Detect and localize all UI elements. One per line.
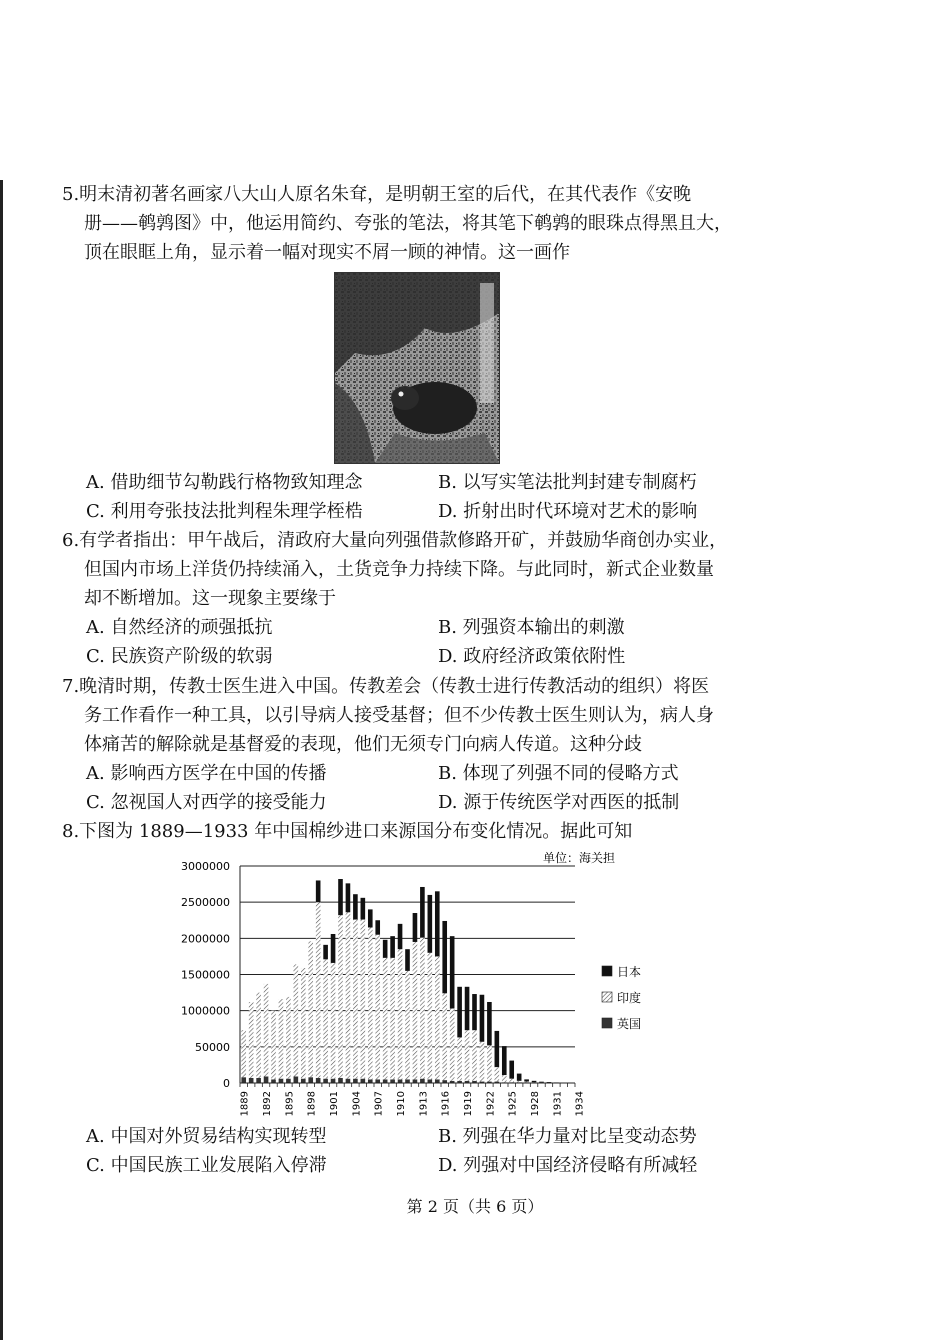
bar-英国-1912	[413, 1079, 418, 1083]
bar-印度-1912	[413, 942, 418, 1079]
bar-英国-1899	[316, 1078, 321, 1083]
bar-印度-1893	[271, 1011, 276, 1080]
bar-英国-1902	[338, 1078, 343, 1083]
page-footer: 第 2 页（共 6 页）	[406, 1197, 544, 1216]
bar-日本-1899	[316, 880, 321, 902]
bar-英国-1890	[249, 1078, 254, 1083]
q5-line-2: 册——鹌鹑图》中，他运用简约、夸张的笔法，将其笔下鹌鹑的眼珠点得黑且大，	[84, 213, 732, 234]
q5-options	[86, 468, 786, 526]
q5-line-3: 顶在眼眶上角，显示着一幅对现实不屑一顾的神情。这一画作	[84, 242, 570, 263]
x-tick-label: 1895	[284, 1091, 296, 1117]
bar-英国-1891	[256, 1078, 261, 1083]
q8-line-1: 8.下图为 1889—1933 年中国棉纱进口来源国分布变化情况。据此可知	[62, 821, 633, 842]
bar-日本-1922	[487, 1002, 492, 1045]
bar-英国-1896	[294, 1076, 299, 1083]
q5-option-c[interactable]: C. 利用夸张技法批判程朱理学桎梏	[86, 501, 363, 522]
bar-印度-1903	[346, 912, 351, 1078]
q8-option-c[interactable]: C. 中国民族工业发展陷入停滞	[86, 1155, 327, 1176]
bar-印度-1897	[301, 968, 306, 1079]
bar-日本-1901	[331, 934, 336, 963]
x-tick-label: 1922	[485, 1091, 497, 1117]
bar-日本-1909	[390, 936, 395, 958]
bar-英国-1905	[361, 1079, 366, 1083]
bar-日本-1916	[442, 921, 447, 993]
bar-日本-1917	[450, 936, 455, 1008]
bar-日本-1910	[398, 924, 403, 949]
bar-日本-1907	[375, 920, 380, 934]
q7-option-b[interactable]: B. 体现了列强不同的侵略方式	[438, 763, 679, 784]
question-7	[62, 672, 762, 759]
bar-日本-1920	[472, 994, 477, 1030]
bar-印度-1890	[249, 1002, 254, 1078]
q6-option-a[interactable]: A. 自然经济的顽强抵抗	[86, 617, 273, 638]
bar-印度-1913	[420, 938, 425, 1079]
bar-印度-1907	[375, 935, 380, 1080]
bar-英国-1906	[368, 1079, 373, 1083]
q6-option-c[interactable]: C. 民族资产阶级的软弱	[86, 646, 273, 667]
legend-swatch-英国	[602, 1018, 612, 1028]
bar-英国-1895	[286, 1079, 291, 1083]
question-6	[62, 526, 762, 613]
q5-option-b[interactable]: B. 以写实笔法批判封建专制腐朽	[438, 472, 697, 493]
q6-line-1: 6.有学者指出：甲午战后，清政府大量向列强借款修路开矿，并鼓励华商创办实业，	[62, 530, 728, 551]
bar-日本-1906	[368, 909, 373, 927]
x-tick-label: 1934	[574, 1091, 586, 1117]
bar-印度-1904	[353, 920, 358, 1079]
bar-日本-1912	[413, 913, 418, 942]
bar-日本-1903	[346, 883, 351, 912]
bar-印度-1927	[524, 1082, 529, 1083]
q7-line-3: 体痛苦的解除就是基督爱的表现，他们无须专门向病人传道。这种分歧	[84, 734, 642, 755]
bar-英国-1900	[323, 1079, 328, 1083]
x-tick-label: 1931	[552, 1091, 564, 1117]
x-tick-label: 1916	[440, 1091, 452, 1117]
bar-英国-1915	[435, 1079, 440, 1083]
chart-unit-label: 单位：海关担	[542, 851, 615, 865]
bar-印度-1917	[450, 1008, 455, 1080]
q7-line-2: 务工作看作一种工具，以引导病人接受基督；但不少传教士医生则认为，病人身	[84, 705, 714, 726]
bar-英国-1892	[264, 1076, 269, 1083]
y-tick-label: 3000000	[181, 860, 230, 873]
x-tick-label: 1907	[373, 1091, 385, 1117]
bar-印度-1914	[428, 953, 433, 1080]
bar-日本-1902	[338, 879, 343, 915]
bar-印度-1921	[480, 1042, 485, 1082]
q8-options	[86, 1122, 786, 1180]
cotton-yarn-import-chart	[170, 848, 660, 1118]
bar-英国-1910	[398, 1079, 403, 1083]
bar-印度-1915	[435, 956, 440, 1079]
bar-日本-1921	[480, 995, 485, 1042]
bar-日本-1923	[495, 1031, 500, 1067]
bar-日本-1914	[428, 895, 433, 953]
bar-印度-1919	[465, 1030, 470, 1081]
bar-印度-1924	[502, 1075, 507, 1082]
bar-英国-1913	[420, 1079, 425, 1083]
bar-印度-1911	[405, 971, 410, 1080]
bar-印度-1892	[264, 984, 269, 1077]
bar-印度-1895	[286, 997, 291, 1079]
legend-label-英国: 英国	[617, 1017, 642, 1031]
bar-英国-1893	[271, 1079, 276, 1083]
q8-option-d[interactable]: D. 列强对中国经济侵略有所减轻	[438, 1155, 698, 1176]
q6-option-b[interactable]: B. 列强资本输出的刺激	[438, 617, 625, 638]
bar-印度-1905	[361, 920, 366, 1079]
bar-英国-1911	[405, 1079, 410, 1083]
bar-日本-1927	[524, 1079, 529, 1081]
q7-options	[86, 759, 786, 817]
bar-印度-1906	[368, 927, 373, 1079]
legend-label-印度: 印度	[617, 991, 642, 1005]
x-tick-label: 1904	[351, 1091, 363, 1117]
bar-英国-1901	[331, 1079, 336, 1083]
q5-option-d[interactable]: D. 折射出时代环境对艺术的影响	[438, 501, 698, 522]
legend-swatch-印度	[602, 992, 612, 1002]
bar-英国-1903	[346, 1079, 351, 1083]
bar-英国-1889	[241, 1077, 246, 1083]
q5-line-1: 5.明末清初著名画家八大山人原名朱耷，是明朝王室的后代，在其代表作《安晚	[62, 184, 692, 205]
bar-日本-1913	[420, 887, 425, 938]
q8-option-b[interactable]: B. 列强在华力量对比呈变动态势	[438, 1126, 697, 1147]
legend-label-日本: 日本	[617, 965, 642, 979]
bar-日本-1918	[457, 987, 462, 1038]
bar-日本-1915	[435, 891, 440, 956]
bar-英国-1909	[390, 1079, 395, 1083]
bar-印度-1891	[256, 993, 261, 1078]
y-tick-label: 1500000	[181, 968, 230, 982]
bar-日本-1924	[502, 1046, 507, 1075]
bar-英国-1904	[353, 1079, 358, 1083]
y-tick-label: 0	[223, 1077, 230, 1090]
x-tick-label: 1892	[262, 1091, 274, 1117]
q5-option-a[interactable]: A. 借助细节勾勒践行格物致知理念	[86, 472, 363, 493]
q6-line-2: 但国内市场上洋货仍持续涌入，土货竞争力持续下降。与此同时，新式企业数量	[84, 559, 714, 580]
bar-日本-1908	[383, 940, 388, 958]
bar-印度-1926	[517, 1081, 522, 1082]
quail-painting-image	[334, 272, 500, 464]
bar-印度-1920	[472, 1030, 477, 1081]
x-tick-label: 1919	[463, 1091, 475, 1117]
q6-line-3: 却不断增加。这一现象主要缘于	[84, 588, 336, 609]
page-edge-line	[0, 180, 3, 1340]
q7-line-1: 7.晚清时期，传教士医生进入中国。传教差会（传教士进行传教活动的组织）将医	[62, 676, 710, 697]
bar-日本-1929	[539, 1082, 544, 1083]
bar-日本-1904	[353, 894, 358, 919]
bar-印度-1908	[383, 958, 388, 1080]
bar-英国-1908	[383, 1079, 388, 1083]
bar-印度-1899	[316, 902, 321, 1078]
question-8	[62, 817, 762, 846]
bar-英国-1898	[308, 1077, 313, 1083]
bar-印度-1900	[323, 959, 328, 1078]
y-tick-label: 2000000	[181, 932, 230, 946]
bar-印度-1898	[308, 941, 313, 1077]
bar-日本-1926	[517, 1074, 522, 1081]
bar-印度-1918	[457, 1037, 462, 1080]
bar-印度-1923	[495, 1067, 500, 1081]
bar-日本-1925	[509, 1061, 514, 1079]
question-5	[62, 180, 762, 267]
bar-印度-1902	[338, 915, 343, 1078]
bar-日本-1905	[361, 898, 366, 920]
bar-日本-1928	[532, 1081, 537, 1082]
bar-印度-1925	[509, 1079, 514, 1083]
x-tick-label: 1901	[329, 1091, 341, 1117]
bar-印度-1910	[398, 949, 403, 1079]
bar-英国-1914	[428, 1079, 433, 1083]
x-tick-label: 1928	[530, 1091, 542, 1117]
y-tick-label: 2500000	[181, 896, 230, 910]
x-tick-label: 1925	[507, 1091, 519, 1117]
y-tick-label: 1000000	[181, 1004, 230, 1018]
x-tick-label: 1898	[306, 1091, 318, 1117]
bar-日本-1900	[323, 945, 328, 959]
bar-日本-1919	[465, 987, 470, 1030]
bar-印度-1922	[487, 1045, 492, 1081]
q7-option-a[interactable]: A. 影响西方医学在中国的传播	[86, 763, 327, 784]
x-tick-label: 1913	[418, 1091, 430, 1117]
y-tick-label: 50000	[195, 1040, 230, 1054]
x-tick-label: 1910	[396, 1091, 408, 1117]
bar-印度-1894	[279, 999, 284, 1079]
bar-印度-1909	[390, 958, 395, 1080]
q7-option-d[interactable]: D. 源于传统医学对西医的抵制	[438, 792, 680, 813]
q6-option-d[interactable]: D. 政府经济政策依附性	[438, 646, 626, 667]
bar-印度-1901	[331, 963, 336, 1079]
bar-英国-1907	[375, 1079, 380, 1083]
legend-swatch-日本	[602, 966, 612, 976]
bar-印度-1889	[241, 1030, 246, 1077]
q6-options	[86, 613, 786, 671]
bar-印度-1916	[442, 993, 447, 1080]
bar-印度-1896	[294, 964, 299, 1076]
bar-日本-1911	[405, 949, 410, 971]
q8-option-a[interactable]: A. 中国对外贸易结构实现转型	[86, 1126, 327, 1147]
x-tick-label: 1889	[239, 1091, 251, 1117]
bar-英国-1897	[301, 1079, 306, 1083]
q7-option-c[interactable]: C. 忽视国人对西学的接受能力	[86, 792, 327, 813]
bar-英国-1894	[279, 1079, 284, 1083]
